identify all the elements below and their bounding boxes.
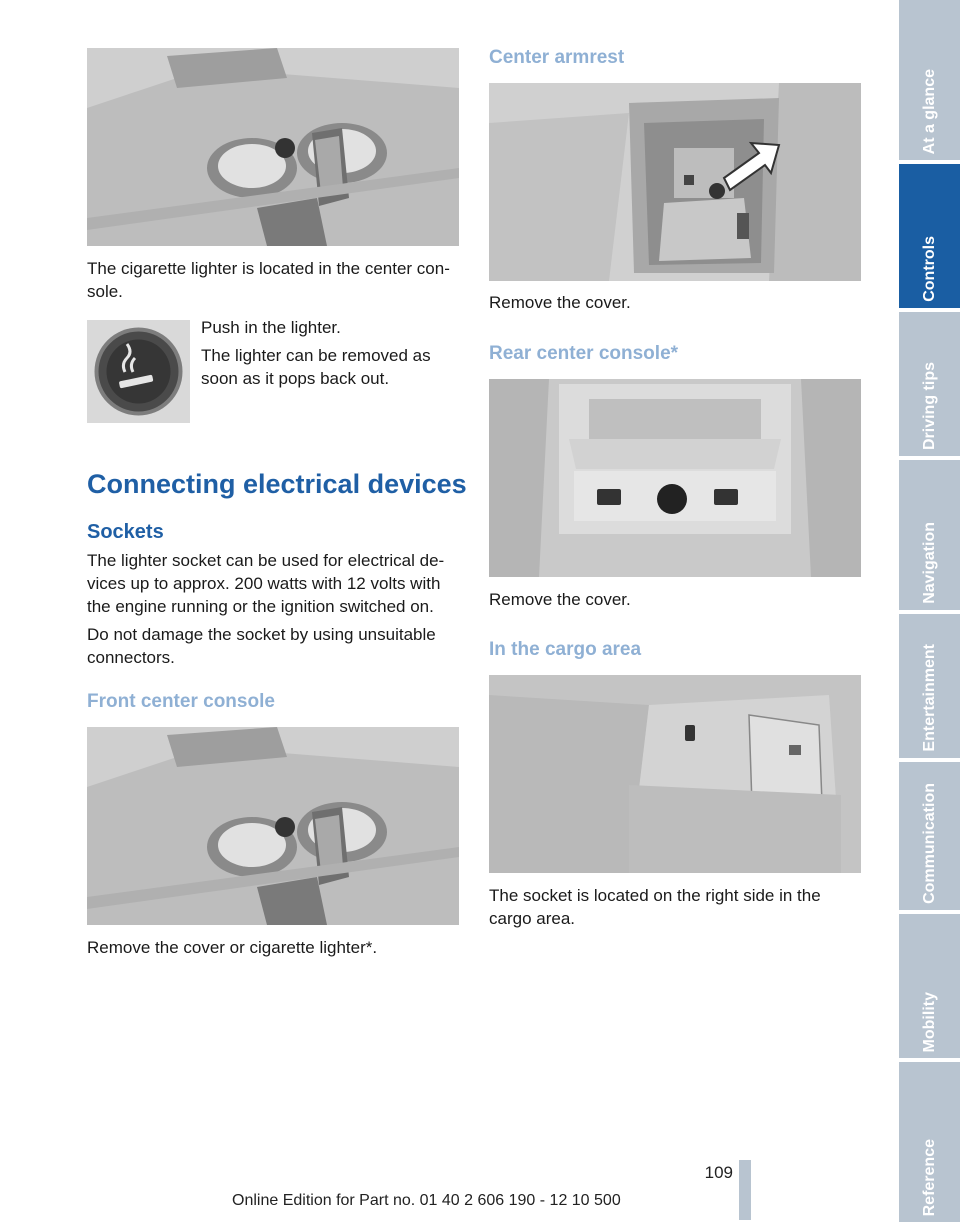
tab-reference[interactable]: Reference xyxy=(899,1062,960,1222)
tab-entertainment[interactable]: Entertainment xyxy=(899,614,960,758)
sockets-heading: Sockets xyxy=(87,521,164,543)
cargo-area-image xyxy=(489,675,861,873)
tab-mobility[interactable]: Mobility xyxy=(899,914,960,1058)
tab-communication[interactable]: Communication xyxy=(899,762,960,910)
cargo-area-heading: In the cargo area xyxy=(489,639,642,660)
lighter-location-text: The cigarette lighter is located in the center con-sole. xyxy=(87,259,450,301)
connecting-devices-heading: Connecting electrical devices xyxy=(87,469,467,499)
footer-edition-text: Online Edition for Part no. 01 40 2 606 190 - 12 10 500 xyxy=(232,1192,621,1209)
tab-controls[interactable]: Controls xyxy=(899,164,960,308)
page-number: 109 xyxy=(704,1163,733,1182)
lighter-symbol-image xyxy=(87,320,190,423)
center-armrest-image xyxy=(489,83,861,281)
page-number-bar xyxy=(739,1160,751,1220)
push-lighter-text: Push in the lighter. xyxy=(201,318,341,337)
sockets-description: The lighter socket can be used for electrical de-vices up to approx. 200 watts with 12 volts with the engine running or the ignition switched on. xyxy=(87,551,445,616)
sockets-warning: Do not damage the socket by using unsuitable connectors. xyxy=(87,625,436,667)
armrest-instruction: Remove the cover. xyxy=(489,293,631,312)
cargo-area-text: The socket is located on the right side in the cargo area. xyxy=(489,886,821,928)
rear-center-console-heading: Rear center console* xyxy=(489,343,679,364)
rear-center-console-image xyxy=(489,379,861,577)
center-console-image-top xyxy=(87,48,459,246)
tab-driving-tips[interactable]: Driving tips xyxy=(899,312,960,456)
lighter-removed-text: The lighter can be removed as soon as it pops back out. xyxy=(201,346,431,388)
center-armrest-heading: Center armrest xyxy=(489,47,625,68)
front-center-console-heading: Front center console xyxy=(87,691,275,712)
front-center-console-image xyxy=(87,727,459,925)
front-console-instruction: Remove the cover or cigarette lighter*. xyxy=(87,938,378,957)
tab-navigation[interactable]: Navigation xyxy=(899,460,960,610)
rear-console-instruction: Remove the cover. xyxy=(489,590,631,609)
tab-at-a-glance[interactable]: At a glance xyxy=(899,0,960,160)
chapter-tabs xyxy=(899,0,960,1222)
